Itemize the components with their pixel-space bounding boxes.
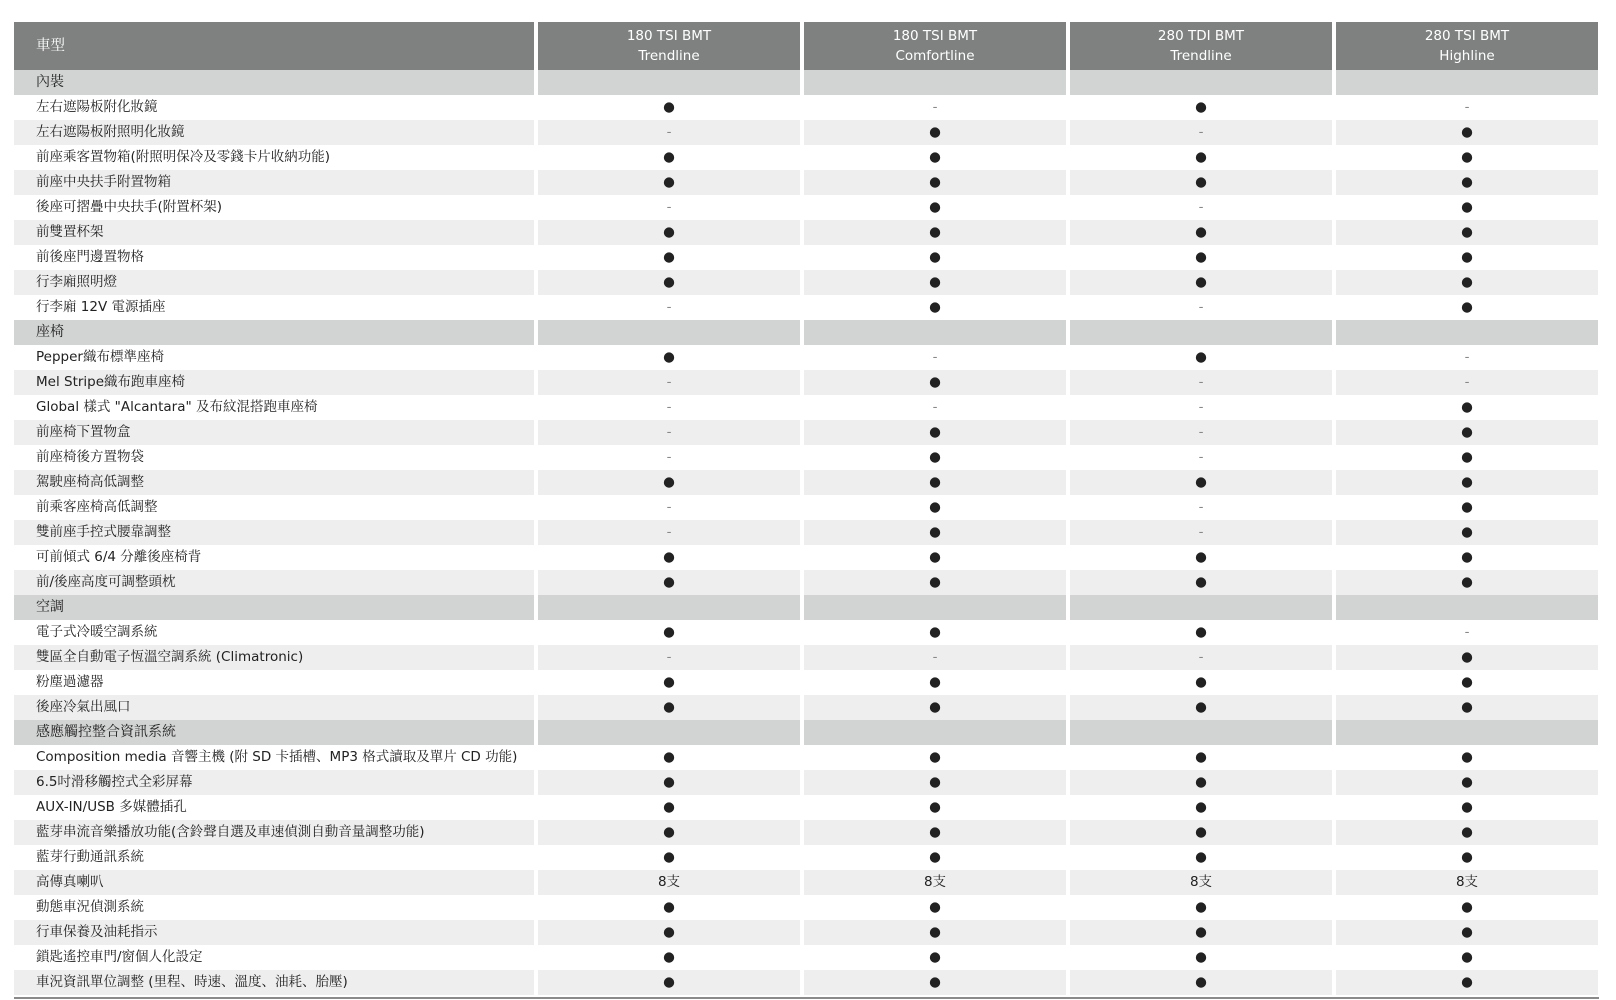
table-row bbox=[14, 220, 1599, 245]
table-row bbox=[14, 120, 1599, 145]
section-fill bbox=[1070, 320, 1332, 345]
table-row bbox=[14, 770, 1599, 795]
section-fill bbox=[1070, 70, 1332, 95]
standard-mark: ● bbox=[1195, 99, 1207, 115]
table-row bbox=[14, 145, 1599, 170]
not-available-mark: - bbox=[1070, 370, 1332, 395]
standard-mark: ● bbox=[1461, 849, 1473, 865]
standard-mark: ● bbox=[929, 624, 941, 640]
not-available-mark: - bbox=[932, 99, 938, 115]
section-fill bbox=[538, 595, 800, 620]
standard-mark: ● bbox=[804, 820, 1066, 845]
standard-mark: ● bbox=[1461, 674, 1473, 690]
not-available-mark: - bbox=[1464, 624, 1470, 640]
table-row bbox=[14, 820, 1599, 845]
model-header-3 bbox=[1070, 22, 1332, 70]
feature-label: 左右遮陽板附照明化妝鏡 bbox=[14, 120, 534, 145]
standard-mark: ● bbox=[1336, 170, 1598, 195]
standard-mark: ● bbox=[929, 449, 941, 465]
standard-mark: ● bbox=[1461, 249, 1473, 265]
table-row bbox=[14, 445, 1599, 470]
standard-mark: ● bbox=[1336, 970, 1598, 995]
standard-mark: ● bbox=[663, 249, 675, 265]
standard-mark: ● bbox=[1461, 799, 1473, 815]
standard-mark: ● bbox=[804, 220, 1066, 245]
feature-label: Pepper織布標準座椅 bbox=[36, 349, 164, 365]
standard-mark: ● bbox=[663, 899, 675, 915]
section-fill bbox=[1336, 70, 1598, 95]
not-available-mark: - bbox=[1464, 99, 1470, 115]
table-row bbox=[14, 170, 1599, 195]
standard-mark: ● bbox=[538, 470, 800, 495]
section-header bbox=[14, 595, 1599, 620]
standard-mark: ● bbox=[804, 570, 1066, 595]
feature-label: Composition media 音響主機 (附 SD 卡插槽、MP3 格式讀取及單片 CD 功能) bbox=[36, 749, 518, 765]
model-name: 280 TDI BMT bbox=[1157, 28, 1245, 44]
not-available-mark: - bbox=[538, 420, 800, 445]
standard-mark: ● bbox=[1195, 799, 1207, 815]
standard-mark: ● bbox=[1195, 749, 1207, 765]
standard-mark: ● bbox=[1195, 899, 1207, 915]
standard-mark: ● bbox=[1070, 470, 1332, 495]
table-row bbox=[14, 570, 1599, 595]
section-fill bbox=[1070, 595, 1332, 620]
feature-label: 前乘客座椅高低調整 bbox=[36, 499, 158, 515]
not-available-mark: - bbox=[804, 645, 1066, 670]
standard-mark: ● bbox=[1461, 549, 1473, 565]
not-available-mark: - bbox=[1198, 449, 1204, 465]
standard-mark: ● bbox=[804, 120, 1066, 145]
standard-mark: ● bbox=[663, 99, 675, 115]
table-row bbox=[14, 195, 1599, 220]
standard-mark: ● bbox=[663, 949, 675, 965]
standard-mark: ● bbox=[538, 270, 800, 295]
feature-label: 行李廂 12V 電源插座 bbox=[36, 299, 166, 315]
feature-label: Global 樣式 "Alcantara" 及布紋混搭跑車座椅 bbox=[36, 399, 318, 415]
model-trim: Trendline bbox=[1170, 48, 1232, 64]
standard-mark: ● bbox=[1195, 624, 1207, 640]
section-title: 感應觸控整合資訊系統 bbox=[14, 720, 534, 745]
standard-mark: ● bbox=[929, 899, 941, 915]
table-row bbox=[14, 870, 1599, 895]
table-row bbox=[14, 245, 1599, 270]
standard-mark: ● bbox=[1336, 920, 1598, 945]
standard-mark: ● bbox=[1336, 820, 1598, 845]
standard-mark: ● bbox=[929, 749, 941, 765]
feature-label: 前座椅後方置物袋 bbox=[36, 449, 144, 465]
feature-label: 駕駛座椅高低調整 bbox=[14, 470, 534, 495]
section-rows bbox=[14, 345, 1599, 595]
standard-mark: ● bbox=[1070, 920, 1332, 945]
standard-mark: ● bbox=[804, 695, 1066, 720]
model-header-4 bbox=[1336, 22, 1598, 70]
standard-mark: ● bbox=[804, 370, 1066, 395]
feature-label: 粉塵過濾器 bbox=[36, 674, 104, 690]
feature-label: 鎖匙遙控車門/窗個人化設定 bbox=[36, 949, 203, 965]
feature-label: 前後座門邊置物格 bbox=[36, 249, 144, 265]
feature-label: 前座椅下置物盒 bbox=[14, 420, 534, 445]
standard-mark: ● bbox=[538, 970, 800, 995]
standard-mark: ● bbox=[663, 149, 675, 165]
standard-mark: ● bbox=[1461, 299, 1473, 315]
section-fill bbox=[804, 70, 1066, 95]
feature-label: 左右遮陽板附化妝鏡 bbox=[36, 99, 158, 115]
feature-label: 後座可摺疊中央扶手(附置杯架) bbox=[36, 199, 223, 215]
standard-mark: ● bbox=[929, 799, 941, 815]
table-row bbox=[14, 895, 1599, 920]
feature-label: Mel Stripe織布跑車座椅 bbox=[14, 370, 534, 395]
model-trim: Highline bbox=[1439, 48, 1495, 64]
standard-mark: ● bbox=[929, 949, 941, 965]
feature-label: 雙前座手控式腰靠調整 bbox=[14, 520, 534, 545]
not-available-mark: - bbox=[666, 299, 672, 315]
section-rows bbox=[14, 745, 1599, 995]
not-available-mark: - bbox=[1198, 299, 1204, 315]
standard-mark: ● bbox=[1461, 749, 1473, 765]
model-header-2 bbox=[804, 22, 1066, 70]
not-available-mark: - bbox=[538, 370, 800, 395]
not-available-mark: - bbox=[1464, 349, 1470, 365]
section-title: 內裝 bbox=[14, 70, 534, 95]
section-rows bbox=[14, 95, 1599, 320]
model-name: 180 TSI BMT bbox=[892, 28, 978, 44]
feature-label: 前/後座高度可調整頭枕 bbox=[14, 570, 534, 595]
standard-mark: ● bbox=[929, 849, 941, 865]
standard-mark: ● bbox=[1461, 949, 1473, 965]
feature-label: 藍芽行動通訊系統 bbox=[36, 849, 144, 865]
table-row bbox=[14, 345, 1599, 370]
standard-mark: ● bbox=[1461, 449, 1473, 465]
standard-mark: ● bbox=[804, 470, 1066, 495]
not-available-mark: - bbox=[538, 120, 800, 145]
table-row bbox=[14, 520, 1599, 545]
section-fill bbox=[1336, 595, 1598, 620]
standard-mark: ● bbox=[1070, 820, 1332, 845]
table-row bbox=[14, 420, 1599, 445]
section-fill bbox=[804, 320, 1066, 345]
feature-label: 動態車況偵測系統 bbox=[36, 899, 144, 915]
standard-mark: ● bbox=[929, 499, 941, 515]
feature-label: 行李廂照明燈 bbox=[14, 270, 534, 295]
standard-mark: ● bbox=[1195, 849, 1207, 865]
standard-mark: ● bbox=[1070, 570, 1332, 595]
value-cell: 8支 bbox=[538, 870, 800, 895]
section-fill bbox=[804, 720, 1066, 745]
section-header bbox=[14, 70, 1599, 95]
standard-mark: ● bbox=[1461, 499, 1473, 515]
standard-mark: ● bbox=[538, 920, 800, 945]
standard-mark: ● bbox=[1336, 570, 1598, 595]
standard-mark: ● bbox=[1461, 899, 1473, 915]
not-available-mark: - bbox=[1198, 199, 1204, 215]
table-row bbox=[14, 645, 1599, 670]
feature-label: 車況資訊單位調整 (里程、時速、溫度、油耗、胎壓) bbox=[14, 970, 534, 995]
standard-mark: ● bbox=[1070, 770, 1332, 795]
feature-label: 雙區全自動電子恆溫空調系統 (Climatronic) bbox=[14, 645, 534, 670]
standard-mark: ● bbox=[804, 970, 1066, 995]
not-available-mark: - bbox=[666, 499, 672, 515]
table-row bbox=[14, 795, 1599, 820]
table-header bbox=[14, 22, 1599, 70]
feature-label: 後座冷氣出風口 bbox=[14, 695, 534, 720]
section-fill bbox=[538, 720, 800, 745]
standard-mark: ● bbox=[1195, 349, 1207, 365]
standard-mark: ● bbox=[663, 349, 675, 365]
section-fill bbox=[1336, 320, 1598, 345]
standard-mark: ● bbox=[1195, 549, 1207, 565]
header-label: 車型 bbox=[14, 22, 534, 70]
standard-mark: ● bbox=[663, 849, 675, 865]
standard-mark: ● bbox=[663, 799, 675, 815]
table-row bbox=[14, 620, 1599, 645]
table-row bbox=[14, 370, 1599, 395]
table-row bbox=[14, 295, 1599, 320]
section-fill bbox=[1336, 720, 1598, 745]
standard-mark: ● bbox=[538, 170, 800, 195]
standard-mark: ● bbox=[804, 420, 1066, 445]
standard-mark: ● bbox=[929, 149, 941, 165]
not-available-mark: - bbox=[932, 349, 938, 365]
model-trim: Comfortline bbox=[895, 48, 975, 64]
standard-mark: ● bbox=[538, 570, 800, 595]
feature-label: 高傳真喇叭 bbox=[14, 870, 534, 895]
table-body bbox=[14, 70, 1599, 995]
standard-mark: ● bbox=[663, 674, 675, 690]
standard-mark: ● bbox=[929, 549, 941, 565]
standard-mark: ● bbox=[1070, 695, 1332, 720]
section-fill bbox=[538, 70, 800, 95]
table-row bbox=[14, 670, 1599, 695]
not-available-mark: - bbox=[666, 449, 672, 465]
section-fill bbox=[538, 320, 800, 345]
standard-mark: ● bbox=[1461, 199, 1473, 215]
table-bottom-rule bbox=[14, 997, 1599, 999]
section-fill bbox=[804, 595, 1066, 620]
section-header bbox=[14, 720, 1599, 745]
value-cell: 8支 bbox=[804, 870, 1066, 895]
standard-mark: ● bbox=[804, 520, 1066, 545]
standard-mark: ● bbox=[663, 749, 675, 765]
standard-mark: ● bbox=[538, 220, 800, 245]
not-available-mark: - bbox=[1336, 370, 1598, 395]
table-row bbox=[14, 470, 1599, 495]
feature-label: 行車保養及油耗指示 bbox=[14, 920, 534, 945]
not-available-mark: - bbox=[1070, 420, 1332, 445]
table-row bbox=[14, 495, 1599, 520]
standard-mark: ● bbox=[1070, 270, 1332, 295]
standard-mark: ● bbox=[1336, 520, 1598, 545]
table-row bbox=[14, 920, 1599, 945]
standard-mark: ● bbox=[1336, 220, 1598, 245]
standard-mark: ● bbox=[1195, 674, 1207, 690]
standard-mark: ● bbox=[1070, 170, 1332, 195]
table-row bbox=[14, 970, 1599, 995]
standard-mark: ● bbox=[538, 695, 800, 720]
standard-mark: ● bbox=[929, 199, 941, 215]
standard-mark: ● bbox=[538, 770, 800, 795]
standard-mark: ● bbox=[1461, 399, 1473, 415]
not-available-mark: - bbox=[1070, 120, 1332, 145]
feature-label: 前座中央扶手附置物箱 bbox=[14, 170, 534, 195]
value-cell: 8支 bbox=[1070, 870, 1332, 895]
standard-mark: ● bbox=[1336, 270, 1598, 295]
feature-label: 藍芽串流音樂播放功能(含鈴聲自選及車速偵測自動音量調整功能) bbox=[14, 820, 534, 845]
section-title: 座椅 bbox=[14, 320, 534, 345]
not-available-mark: - bbox=[932, 399, 938, 415]
standard-mark: ● bbox=[1195, 249, 1207, 265]
standard-mark: ● bbox=[1336, 695, 1598, 720]
standard-mark: ● bbox=[1195, 949, 1207, 965]
not-available-mark: - bbox=[1198, 499, 1204, 515]
standard-mark: ● bbox=[1336, 420, 1598, 445]
standard-mark: ● bbox=[538, 820, 800, 845]
standard-mark: ● bbox=[804, 770, 1066, 795]
table-row bbox=[14, 270, 1599, 295]
standard-mark: ● bbox=[804, 920, 1066, 945]
standard-mark: ● bbox=[929, 299, 941, 315]
section-fill bbox=[1070, 720, 1332, 745]
not-available-mark: - bbox=[1198, 399, 1204, 415]
model-name: 180 TSI BMT bbox=[626, 28, 712, 44]
not-available-mark: - bbox=[538, 520, 800, 545]
model-name: 280 TSI BMT bbox=[1424, 28, 1510, 44]
standard-mark: ● bbox=[1336, 120, 1598, 145]
standard-mark: ● bbox=[1336, 470, 1598, 495]
standard-mark: ● bbox=[1070, 220, 1332, 245]
value-cell: 8支 bbox=[1336, 870, 1598, 895]
standard-mark: ● bbox=[663, 624, 675, 640]
table-row bbox=[14, 945, 1599, 970]
not-available-mark: - bbox=[666, 399, 672, 415]
feature-label: 6.5吋滑移觸控式全彩屏幕 bbox=[14, 770, 534, 795]
feature-label: 前雙置杯架 bbox=[14, 220, 534, 245]
section-header bbox=[14, 320, 1599, 345]
spec-table bbox=[14, 22, 1599, 999]
table-row bbox=[14, 95, 1599, 120]
standard-mark: ● bbox=[1336, 770, 1598, 795]
standard-mark: ● bbox=[929, 674, 941, 690]
standard-mark: ● bbox=[804, 170, 1066, 195]
standard-mark: ● bbox=[1461, 149, 1473, 165]
model-header-1 bbox=[538, 22, 800, 70]
standard-mark: ● bbox=[663, 549, 675, 565]
table-row bbox=[14, 395, 1599, 420]
not-available-mark: - bbox=[666, 199, 672, 215]
standard-mark: ● bbox=[804, 270, 1066, 295]
feature-label: 前座乘客置物箱(附照明保冷及零錢卡片收納功能) bbox=[36, 149, 331, 165]
table-row bbox=[14, 845, 1599, 870]
not-available-mark: - bbox=[1070, 645, 1332, 670]
section-rows bbox=[14, 620, 1599, 720]
feature-label: 可前傾式 6/4 分離後座椅背 bbox=[36, 549, 202, 565]
feature-label: 電子式冷暖空調系統 bbox=[36, 624, 158, 640]
table-row bbox=[14, 695, 1599, 720]
not-available-mark: - bbox=[538, 645, 800, 670]
table-row bbox=[14, 745, 1599, 770]
feature-label: AUX-IN/USB 多媒體插孔 bbox=[36, 799, 187, 815]
standard-mark: ● bbox=[929, 249, 941, 265]
standard-mark: ● bbox=[1195, 149, 1207, 165]
not-available-mark: - bbox=[1070, 520, 1332, 545]
table-row bbox=[14, 545, 1599, 570]
standard-mark: ● bbox=[1070, 970, 1332, 995]
standard-mark: ● bbox=[1336, 645, 1598, 670]
section-title: 空調 bbox=[14, 595, 534, 620]
model-trim: Trendline bbox=[638, 48, 700, 64]
